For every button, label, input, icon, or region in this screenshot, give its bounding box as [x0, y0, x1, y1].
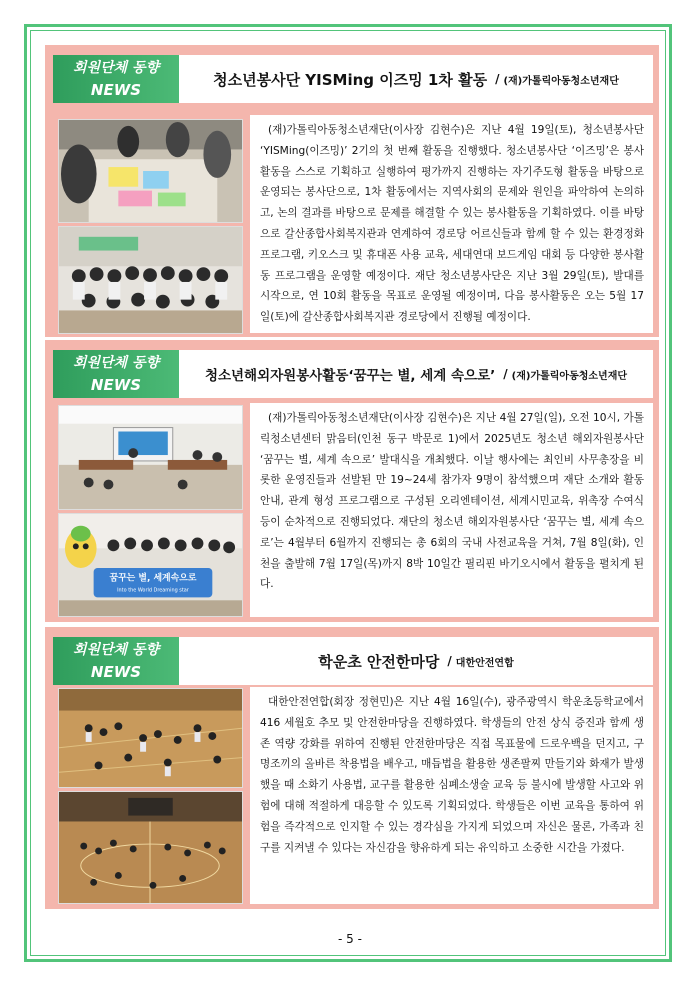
article-org: 대한안전연합 [455, 657, 514, 669]
article-body: 대한안전연합(회장 정현민)은 지난 4월 16일(수), 광주광역시 학운초등학교에서 416 세월호 추모 및 안전한마당을 진행하였다. 학생들의 안전 상식 증진과 함께 생존 역량 강화를 위하여 진행된 안전한마당은 직접 목표물에 드로우백을 던지고, 구명조끼의 올바른 착용법을 배우고, 매듭법을 활용한 생존팔찌 만들기와 화재가 발생했을 때 소화기 사용법, 교구를 활용한 심폐소생술 교육 등 불시에 발생할 사고와 위험에 대해 적절하게 대응할 수 있도록 기획되었다. 학생들은 이번 교육을 통하여 위험을 즉각적으로 인지할 수 있는 경각심을 가지게 되었으며 자신은 물론, 가족과 친구를 지켜낼 수 있다는 자신감을 향유하게 되는 유익하고 소중한 시간을 가졌다. [250, 687, 653, 904]
badge-news: NEWS [90, 81, 142, 99]
news-badge [53, 350, 179, 398]
photo-group-dreaming-star [58, 513, 243, 617]
page-number: - 5 - [338, 932, 362, 946]
article-org: (재)가톨릭아동청소년재단 [503, 75, 619, 87]
photo-gym-activity [58, 688, 243, 788]
section-headline [183, 637, 649, 685]
title-separator: / [503, 367, 508, 381]
news-section-dreaming-star [45, 340, 659, 622]
photo-ceremony-room [58, 405, 243, 510]
photo-group-yisming [58, 226, 243, 334]
section-header [53, 637, 653, 685]
section-headline [183, 350, 649, 398]
article-body: (재)가톨릭아동청소년재단(이사장 김현수)은 지난 4월 27일(일), 오전 10시, 가톨릭청소년센터 맑음터(인천 동구 박문로 1)에서 2025년도 청소년 해외자원봉사단 ‘꿈꾸는 별, 세계 속으로’ 발대식을 개최했다. 이날 행사에는 최인비 사무총장을 비롯한 운영진들과 선발된 만 19~24세 참가자 9명이 참석했으며 재단 소개와 활동 안내, 관계 형성 프로그램으로 구성된 오리엔테이션, 세계시민교육, 위촉장 수여식 등이 순차적으로 진행되었다. 재단의 청소년 해외자원봉사단 ‘꿈꾸는 별, 세계 속으로’는 4월부터 6월까지 진행되는 총 6회의 국내 사전교육을 거쳐, 7월 8일(화), 인천을 출발해 7월 17일(목)까지 8박 10일간 필리핀 바기오시에서 활동을 펼치게 된다. [250, 403, 653, 617]
badge-label: 회원단체 동향 [72, 60, 160, 76]
badge-label: 회원단체 동향 [72, 642, 160, 658]
title-separator: / [495, 72, 500, 86]
news-section-safety-festival [45, 627, 659, 909]
photo-gym-overview [58, 791, 243, 904]
article-title: 학운초 안전한마당 [318, 652, 440, 671]
banner-subtitle: Into the World Dreaming star [117, 587, 189, 594]
photo-workshop-table [58, 119, 243, 223]
section-headline [183, 55, 649, 103]
banner-title: 꿈꾸는 별, 세계속으로 [109, 573, 197, 584]
article-title: 청소년봉사단 YISMing 이즈밍 1차 활동 [213, 70, 488, 89]
news-section-yisming [45, 45, 659, 337]
title-separator: / [447, 654, 452, 668]
section-header [53, 55, 653, 103]
badge-news: NEWS [90, 663, 142, 681]
article-body: (재)가톨릭아동청소년재단(이사장 김현수)은 지난 4월 19일(토), 청소년봉사단 ‘YISMing(이즈밍)’ 2기의 첫 번째 활동을 진행했다. 청소년봉사단 ‘이즈밍’은 봉사활동을 스스로 기획하고 실행하여 평가까지 진행하는 자기주도형 활동을 바탕으로 운영되는 봉사단으로, 1차 활동에서는 지역사회의 문제와 원인을 파악하여 논의하고, 논의 결과를 바탕으로 문제를 해결할 수 있는 봉사활동을 기획하였다. 이를 바탕으로 갈산종합사회복지관과 연계하여 경로당 어르신들과 함께 할 수 있는 환경정화 프로그램, 키오스크 및 휴대폰 사용 교육, 세대연대 보드게임 대회 등 다양한 봉사활동 프로그램을 운영할 예정이다. 재단 청소년봉사단은 지난 3월 29일(토), 발대를 시작으로, 연 10회 활동을 목표로 운영될 예정이며, 다음 봉사활동은 오는 5월 17일(토)에 갈산종합사회복지관 경로당에서 진행될 예정이다. [250, 115, 653, 333]
news-badge [53, 637, 179, 685]
section-header [53, 350, 653, 398]
article-title: 청소년해외자원봉사활동‘꿈꾸는 별, 세계 속으로’ [204, 368, 496, 384]
news-badge [53, 55, 179, 103]
badge-news: NEWS [90, 376, 142, 394]
article-org: (재)가톨릭아동청소년재단 [511, 370, 628, 382]
badge-label: 회원단체 동향 [72, 355, 160, 371]
